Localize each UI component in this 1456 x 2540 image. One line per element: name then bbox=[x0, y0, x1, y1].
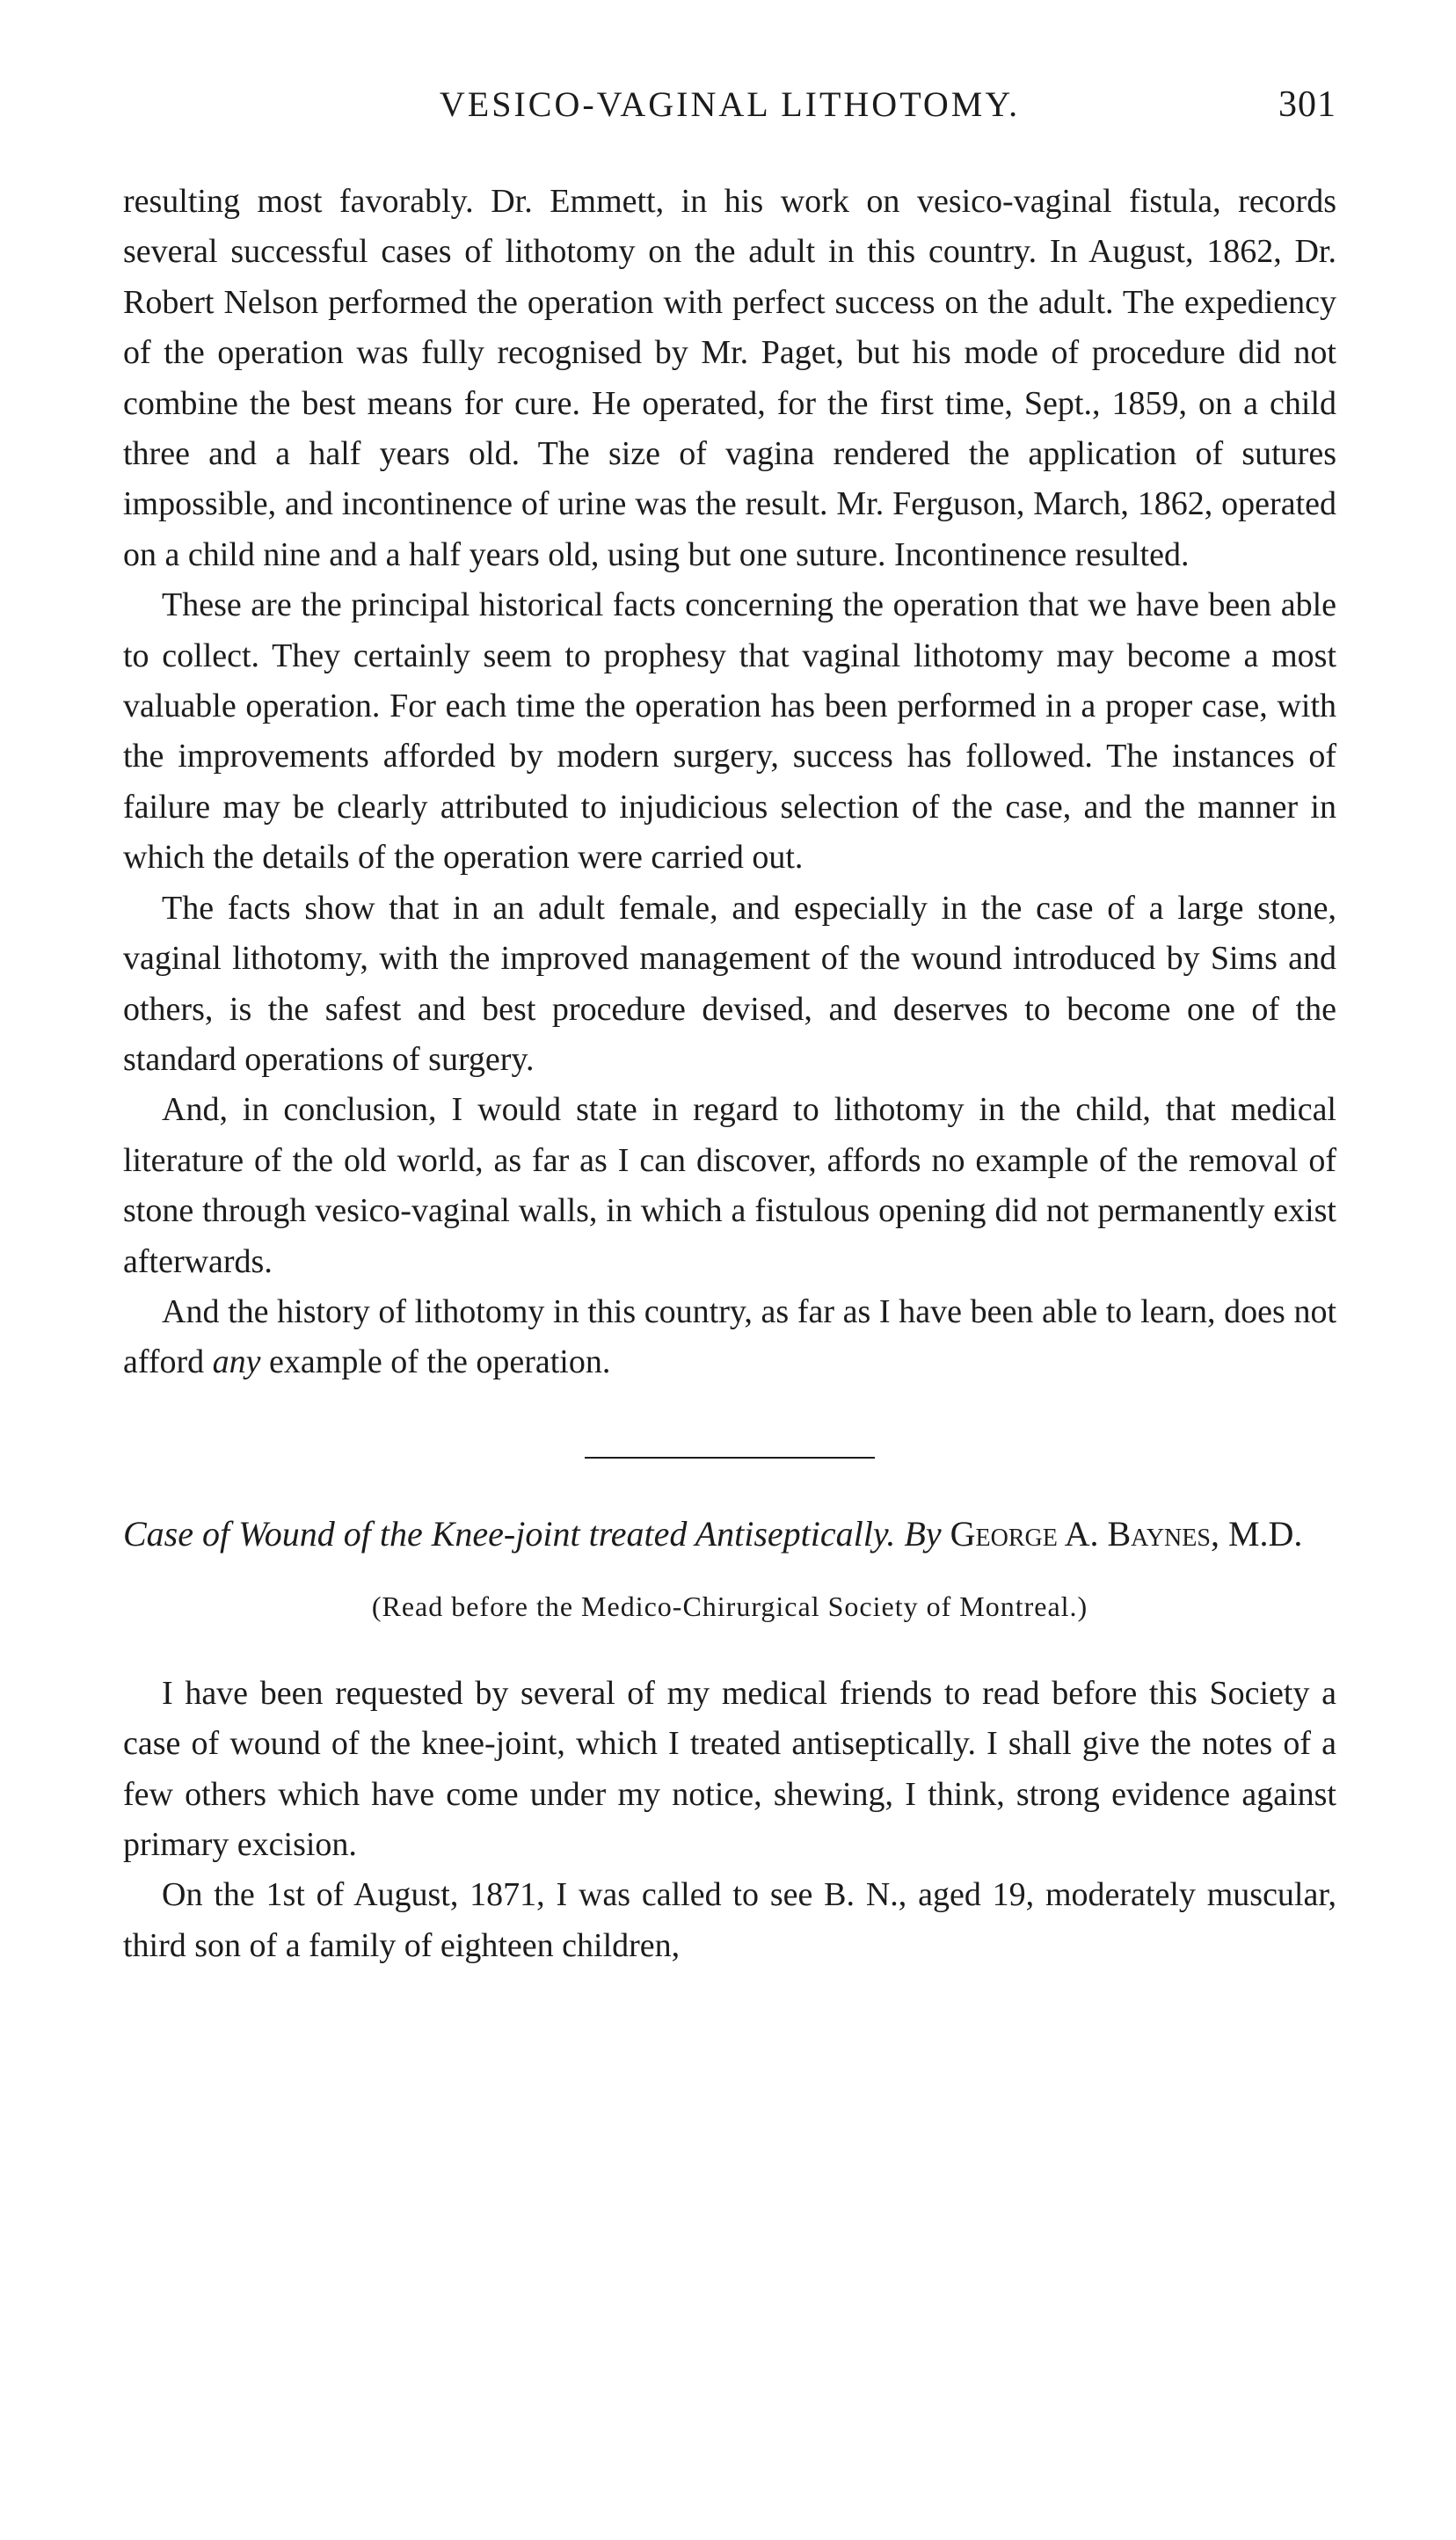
paragraph: resulting most favorably. Dr. Emmett, in his work on vesico-vaginal fistula, records several successful cases of lithotomy on the adult in this country. In August, 1862, Dr. Robert Nelson performed the operation with perfect success on the adult. The expediency of the operation was fully recognised by Mr. Paget, but his mode of procedure did not combine the best means for cure. He operated, for the first time, Sept., 1859, on a child three and a half years old. The size of vagina rendered the application of sutures impossible, and incontinence of urine was the result. Mr. Ferguson, March, 1862, operated on a child nine and a half years old, using but one suture. Incontinence resulted. bbox=[123, 183, 1336, 573]
paragraph: The facts show that in an adult female, and especially in the case of a large stone, vaginal lithotomy, with the improved management of the wound introduced by Sims and others, is the safest and best procedure devised, and deserves to become one of the standard operations of surgery. bbox=[123, 889, 1336, 1078]
paragraph-text: example of the operation. bbox=[260, 1343, 611, 1381]
article-body-continued bbox=[123, 177, 1336, 1388]
running-title: VESICO-VAGINAL LITHOTOMY. bbox=[439, 84, 1021, 124]
read-before-note: (Read before the Medico-Chirurgical Society of Montreal.) bbox=[371, 1590, 1088, 1622]
paragraph: These are the principal historical facts concerning the operation that we have been able to collect. They certainly seem to prophesy that vaginal lithotomy may become a most valuable operation. For each time the operation has been performed in a proper case, with the improvements afforded by modern surgery, success has followed. The instances of failure may be clearly attributed to injudicious selection of the case, and the manner in which the details of the operation were carried out. bbox=[123, 586, 1336, 877]
running-head bbox=[123, 84, 1336, 136]
article-title: Case of Wound of the Knee-joint treated Antiseptically. bbox=[123, 1513, 896, 1554]
paragraph-text: And the history of lithotomy in this country, as far as I have been able to learn, does not afford bbox=[123, 1292, 1336, 1381]
byline-label: By bbox=[904, 1513, 942, 1554]
emphasis: any bbox=[212, 1343, 261, 1381]
section-divider bbox=[585, 1457, 875, 1459]
paragraph: I have been requested by several of my medical friends to read before this Society a case of wound of the knee-joint, which I treated antiseptically. I shall give the notes of a few others which have come under my notice, shewing, I think, strong evidence against primary excision. bbox=[123, 1674, 1336, 1863]
page bbox=[123, 84, 1336, 1971]
article-heading bbox=[123, 1508, 1336, 1561]
paragraph: On the 1st of August, 1871, I was called to see B. N., aged 19, moderately muscular, third son of a family of eighteen children, bbox=[123, 1876, 1336, 1964]
paragraph: And, in conclusion, I would state in regard to lithotomy in the child, that medical literature of the old world, as far as I can discover, affords no example of the removal of stone through vesico-vaginal walls, in which a fistulous opening did not permanently exist afterwards. bbox=[123, 1091, 1336, 1280]
article-body bbox=[123, 1669, 1336, 1971]
paragraph bbox=[123, 1287, 1336, 1388]
page-number: 301 bbox=[1278, 84, 1336, 125]
article-author: George A. Baynes, M.D. bbox=[950, 1513, 1303, 1554]
